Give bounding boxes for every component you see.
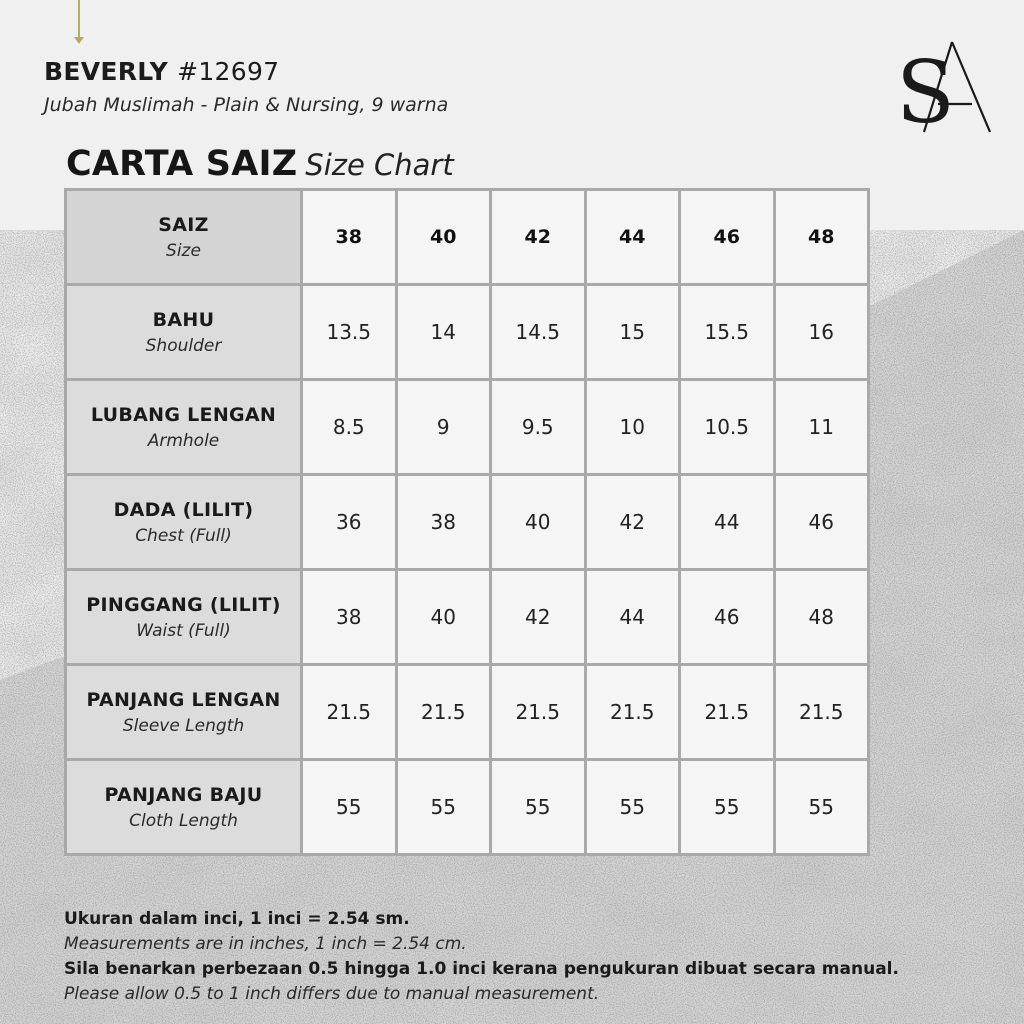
product-code: #12697 (177, 57, 280, 86)
size-cell (491, 190, 586, 285)
product-name: BEVERLY (44, 57, 169, 86)
measurement-cell (585, 760, 680, 855)
measurement-notes (64, 907, 964, 1007)
measurement-value: 44 (714, 510, 740, 534)
size-cell (585, 190, 680, 285)
chart-heading (66, 144, 454, 184)
measurement-cell (491, 380, 586, 475)
size-value: 42 (524, 226, 551, 248)
measurement-value: 46 (808, 510, 834, 534)
measurement-value: 40 (525, 510, 551, 534)
measurement-value: 21.5 (798, 700, 844, 724)
measurement-label: PANJANG LENGAN (86, 688, 281, 711)
measurement-label: DADA (LILIT) (113, 498, 254, 521)
measurement-value: 9 (436, 415, 450, 439)
measurement-cell (396, 380, 491, 475)
product-subtitle: Jubah Muslimah - Plain & Nursing, 9 warna (44, 94, 449, 116)
measurement-cell (396, 285, 491, 380)
size-chart-table (64, 188, 870, 856)
measurement-value: 42 (525, 605, 551, 629)
chart-heading-main: CARTA SAIZ (66, 144, 298, 184)
measurement-cell (680, 570, 775, 665)
measurement-value: 36 (336, 510, 362, 534)
size-value: 48 (808, 226, 835, 248)
measurement-label-cell (66, 380, 302, 475)
measurement-value: 55 (525, 795, 551, 819)
measurement-value: 55 (714, 795, 740, 819)
measurement-value: 44 (619, 605, 645, 629)
measurement-cell (302, 760, 397, 855)
measurement-value: 21.5 (515, 700, 561, 724)
measurement-value: 40 (430, 605, 456, 629)
measurement-cell (585, 475, 680, 570)
product-title (44, 57, 279, 86)
measurement-cell (491, 665, 586, 760)
measurement-cell (491, 285, 586, 380)
measurement-row (66, 570, 869, 665)
measurement-label-cell (66, 475, 302, 570)
measurement-value: 46 (714, 605, 740, 629)
size-header-label: SAIZ (158, 213, 209, 236)
measurement-cell (491, 475, 586, 570)
measurement-cell (302, 475, 397, 570)
measurement-value: 55 (808, 795, 834, 819)
measurement-value: 38 (336, 605, 362, 629)
measurement-row (66, 380, 869, 475)
size-cell (302, 190, 397, 285)
measurement-label-cell (66, 570, 302, 665)
measurement-cell (680, 285, 775, 380)
measurement-value: 8.5 (332, 415, 365, 439)
measurement-cell (585, 665, 680, 760)
size-header-cell (66, 190, 302, 285)
measurement-label-cell (66, 285, 302, 380)
measurement-label: BAHU (152, 308, 215, 331)
measurement-cell (302, 570, 397, 665)
measurement-value: 21.5 (420, 700, 466, 724)
measurement-row (66, 760, 869, 855)
measurement-cell (396, 570, 491, 665)
measurement-cell (680, 475, 775, 570)
note-line-1: Ukuran dalam inci, 1 inci = 2.54 sm. (64, 909, 410, 929)
measurement-cell (680, 760, 775, 855)
measurement-value: 21.5 (609, 700, 655, 724)
measurement-cell (396, 665, 491, 760)
measurement-cell (680, 665, 775, 760)
size-cell (774, 190, 869, 285)
measurement-label: LUBANG LENGAN (90, 403, 277, 426)
measurement-value: 21.5 (704, 700, 750, 724)
measurement-value: 11 (808, 415, 834, 439)
measurement-value: 10 (619, 415, 645, 439)
measurement-cell (774, 475, 869, 570)
logo-letter-s: S (896, 43, 955, 138)
measurement-cell (302, 285, 397, 380)
size-value: 44 (619, 226, 646, 248)
note-line-3: Sila benarkan perbezaan 0.5 hingga 1.0 inci kerana pengukuran dibuat secara manual. (64, 959, 899, 979)
size-header-row (66, 190, 869, 285)
measurement-cell (302, 380, 397, 475)
measurement-cell (396, 475, 491, 570)
measurement-label-cell (66, 665, 302, 760)
note-line-4: Please allow 0.5 to 1 inch differs due to manual measurement. (64, 984, 600, 1004)
measurement-value: 42 (619, 510, 645, 534)
measurement-value: 14 (430, 320, 456, 344)
measurement-cell (774, 285, 869, 380)
measurement-cell (680, 380, 775, 475)
measurement-value: 48 (808, 605, 834, 629)
measurement-label: PANJANG BAJU (104, 783, 263, 806)
measurement-cell (396, 760, 491, 855)
measurement-label-en: Waist (Full) (136, 620, 231, 641)
measurement-cell (774, 665, 869, 760)
note-line-2: Measurements are in inches, 1 inch = 2.54 cm. (64, 934, 467, 954)
measurement-label-en: Cloth Length (129, 810, 238, 831)
measurement-value: 13.5 (326, 320, 372, 344)
measurement-label-en: Shoulder (145, 335, 222, 356)
measurement-cell (774, 380, 869, 475)
measurement-value: 15.5 (704, 320, 750, 344)
measurement-label-en: Chest (Full) (135, 525, 232, 546)
measurement-row (66, 665, 869, 760)
size-cell (680, 190, 775, 285)
measurement-label-cell (66, 760, 302, 855)
measurement-cell (585, 285, 680, 380)
measurement-value: 21.5 (326, 700, 372, 724)
measurement-value: 10.5 (704, 415, 750, 439)
measurement-value: 16 (808, 320, 834, 344)
size-value: 46 (713, 226, 740, 248)
measurement-cell (774, 570, 869, 665)
measurement-cell (302, 665, 397, 760)
measurement-cell (774, 760, 869, 855)
measurement-cell (585, 380, 680, 475)
size-value: 38 (335, 226, 362, 248)
measurement-value: 55 (619, 795, 645, 819)
measurement-value: 38 (430, 510, 456, 534)
measurement-row (66, 285, 869, 380)
chart-heading-sub: Size Chart (305, 148, 454, 182)
measurement-value: 14.5 (515, 320, 561, 344)
top-arrow-mark (78, 0, 80, 38)
measurement-label: PINGGANG (LILIT) (86, 593, 281, 616)
measurement-label-en: Armhole (147, 430, 220, 451)
measurement-label-en: Sleeve Length (122, 715, 245, 736)
size-header-label-en: Size (166, 240, 201, 261)
measurement-value: 55 (336, 795, 362, 819)
measurement-value: 9.5 (521, 415, 554, 439)
measurement-cell (585, 570, 680, 665)
sa-monogram-logo (894, 34, 994, 138)
measurement-cell (491, 570, 586, 665)
size-cell (396, 190, 491, 285)
measurement-cell (491, 760, 586, 855)
measurement-value: 15 (619, 320, 645, 344)
measurement-value: 55 (430, 795, 456, 819)
size-value: 40 (430, 226, 457, 248)
measurement-row (66, 475, 869, 570)
